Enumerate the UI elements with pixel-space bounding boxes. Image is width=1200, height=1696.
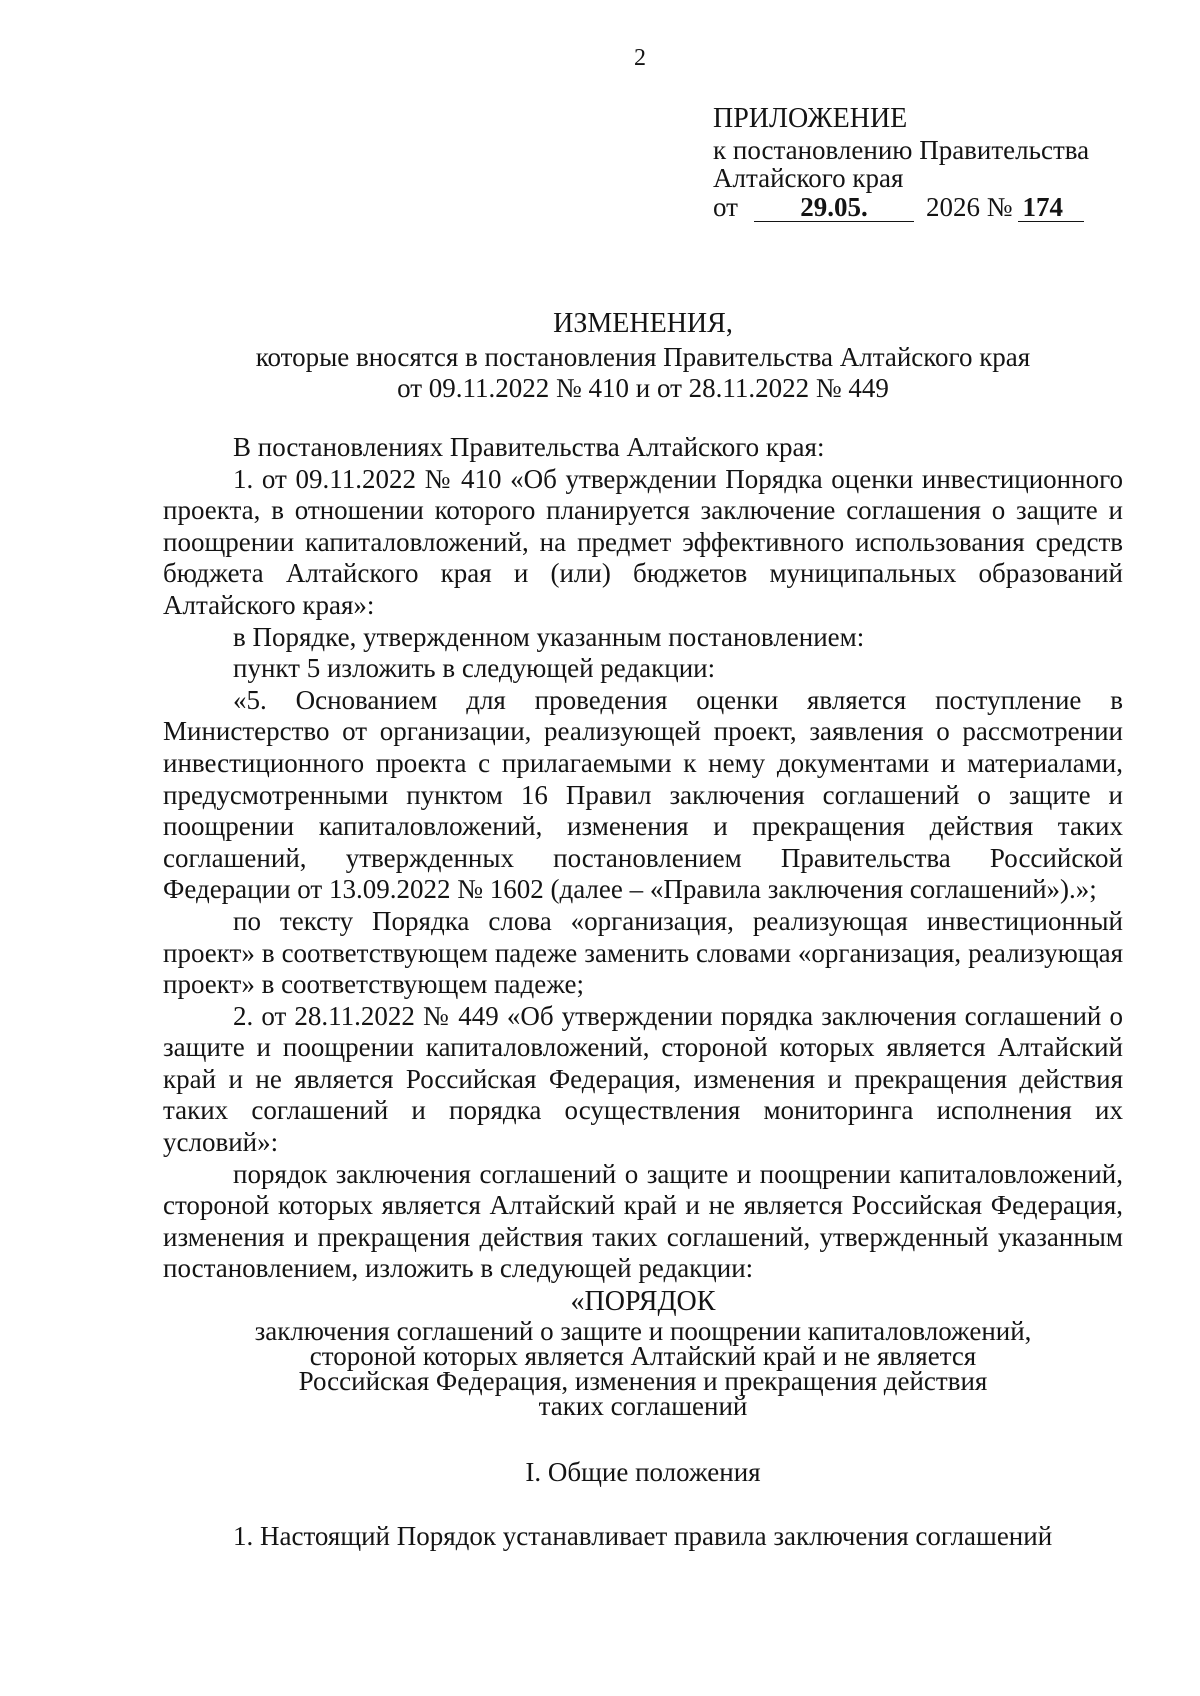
paragraph-order-ref: в Порядке, утвержденном указанным постановлением: (233, 621, 865, 652)
document-body (163, 432, 1123, 1552)
paragraph-intro: В постановлениях Правительства Алтайского края: (233, 432, 825, 462)
date-field: 29.05. (754, 193, 914, 222)
document-subtitle-1: которые вносятся в постановления Правительства Алтайского края (255, 342, 1031, 372)
appendix-line-1: к постановлению Правительства (713, 135, 1090, 165)
order-line-3: Российская Федерация, изменения и прекращения действия (298, 1366, 988, 1397)
order-line-2: стороной которых является Алтайский край и не является (309, 1341, 977, 1372)
document-title: ИЗМЕНЕНИЯ, (553, 308, 733, 339)
paragraph-new-edition: порядок заключения соглашений о защите и поощрении капиталовложений, стороной которых является Алтайский край и не является Российская Федерация, изменения и прекращения действия таких соглашений, утвержденный указанным постановлением, изложить в следующей редакции: (163, 1158, 1123, 1284)
paragraph-section-1: 1. Настоящий Порядок устанавливает правила заключения соглашений (233, 1520, 1053, 1551)
from-label: от (713, 192, 738, 222)
number-field: 174 (1018, 193, 1084, 222)
order-title: «ПОРЯДОК (570, 1286, 716, 1318)
order-line-1: заключения соглашений о защите и поощрении капиталовложений, (254, 1316, 1032, 1347)
page-number: 2 (634, 45, 646, 71)
order-line-4: таких соглашений (538, 1391, 748, 1422)
paragraph-point-5: пункт 5 изложить в следующей редакции: (233, 653, 716, 684)
appendix-line-2: Алтайского края (713, 163, 904, 193)
appendix-date-line (713, 192, 1089, 228)
document-subtitle-2: от 09.11.2022 № 410 и от 28.11.2022 № 449 (397, 373, 889, 403)
appendix-title: ПРИЛОЖЕНИЕ (713, 103, 908, 134)
year-label: 2026 № (925, 192, 1013, 222)
paragraph-replace-words: по тексту Порядка слова «организация, реализующая инвестиционный проект» в соответствующем падеже заменить словами «организация, реализующая проект» в соответствующем падеже; (163, 905, 1123, 1000)
appendix-block (713, 102, 1089, 228)
section-heading: I. Общие положения (525, 1457, 761, 1488)
paragraph-item-2: 2. от 28.11.2022 № 449 «Об утверждении порядка заключения соглашений о защите и поощрении капиталовложений, стороной которых является Алтайский край и не является Российская Федерация, изменения и прекращения действия таких соглашений и порядка осуществления мониторинга исполнения их условий»: (163, 1000, 1123, 1158)
paragraph-point-5-text: «5. Основанием для проведения оценки является поступление в Министерство от организации, реализующей проект, заявления о рассмотрении инвестиционного проекта с прилагаемыми к нему документами и материалами, предусмотренными пунктом 16 Правил заключения соглашений о защите и поощрении капиталовложений, изменения и прекращения действия таких соглашений, утвержденных постановлением Правительства Российской Федерации от 13.09.2022 № 1602 (далее – «Правила заключения соглашений»).»; (163, 684, 1123, 905)
paragraph-item-1: 1. от 09.11.2022 № 410 «Об утверждении Порядка оценки инвестиционного проекта, в отношении которого планируется заключение соглашения о защите и поощрении капиталовложений, на предмет эффективного использования средств бюджета Алтайского края и (или) бюджетов муниципальных образований Алтайского края»: (163, 463, 1123, 620)
order-heading (163, 1285, 1123, 1422)
